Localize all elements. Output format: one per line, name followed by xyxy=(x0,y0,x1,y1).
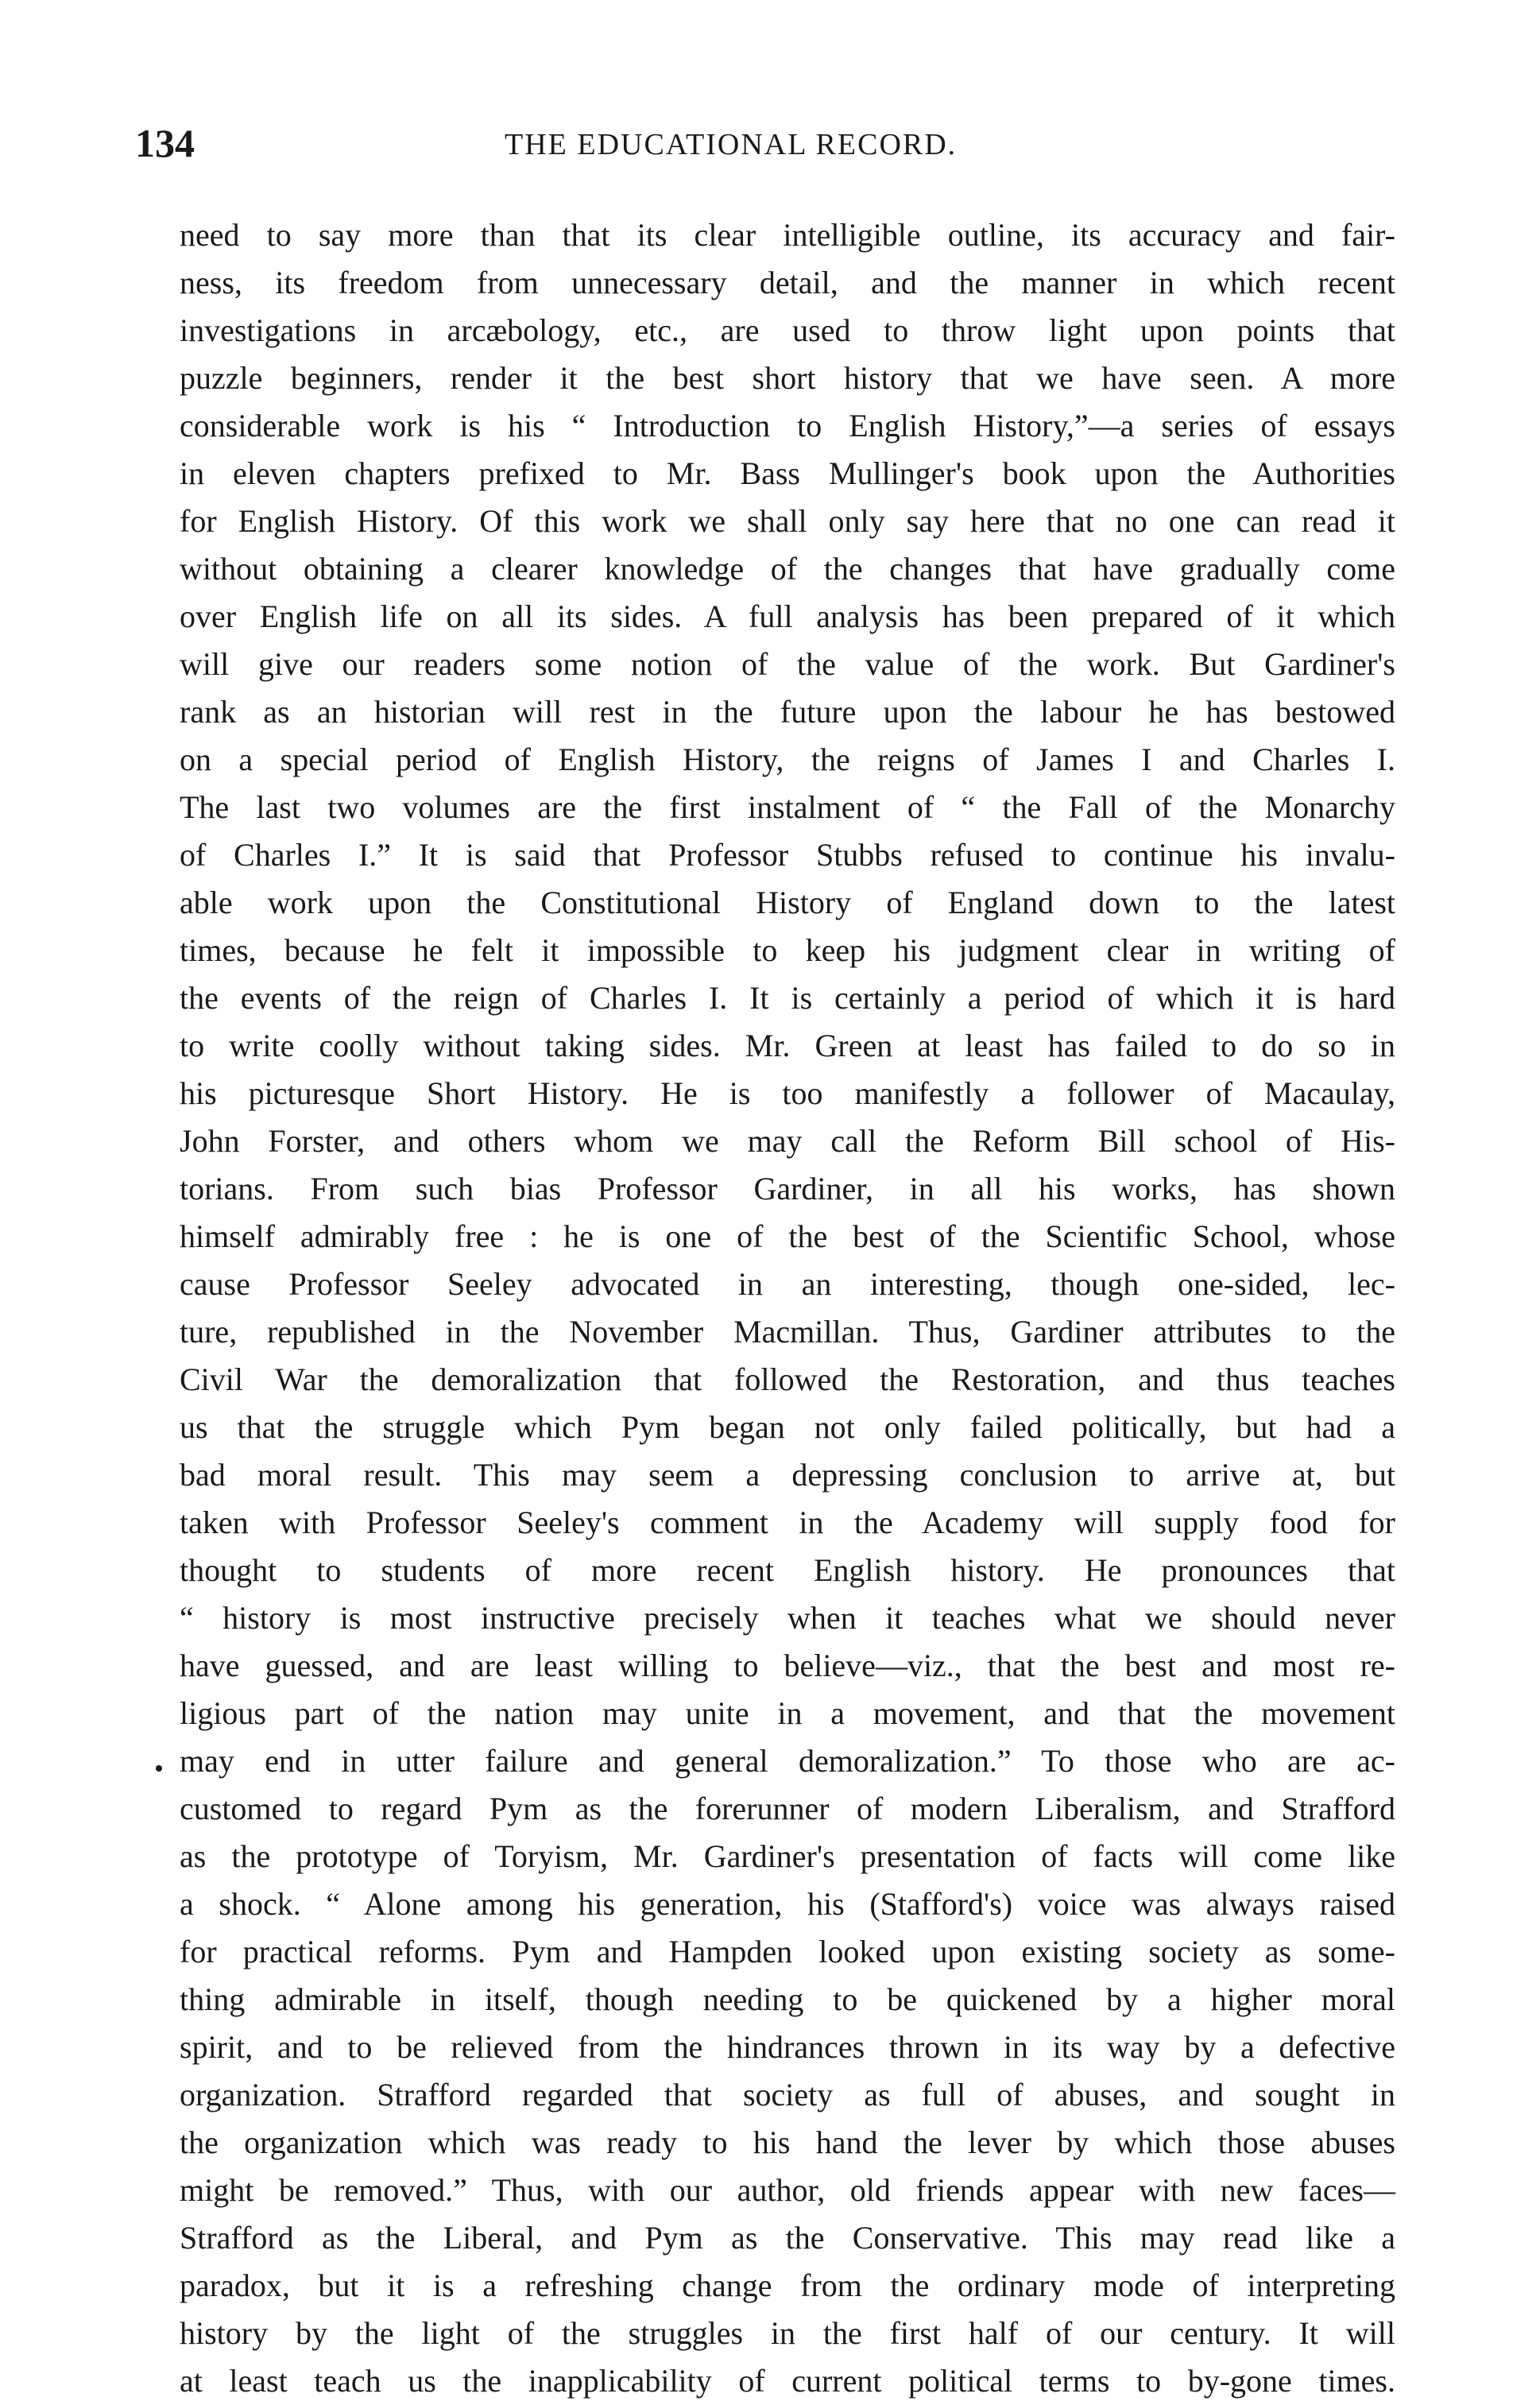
running-head: THE EDUCATIONAL RECORD. xyxy=(505,128,958,161)
text-line: on a special period of English History, the reigns of James I and Charles I. xyxy=(180,742,1395,777)
text-line: ligious part of the nation may unite in a movement, and that the movement xyxy=(180,1695,1395,1731)
text-line: have guessed, and are least willing to believe—viz., that the best and most re- xyxy=(180,1648,1395,1683)
text-line: thing admirable in itself, though needing to be quickened by a higher moral xyxy=(180,1981,1395,2017)
text-line: his picturesque Short History. He is too manifestly a follower of Macaulay, xyxy=(180,1075,1395,1111)
text-line: bad moral result. This may seem a depressing conclusion to arrive at, but xyxy=(180,1457,1395,1493)
text-line: us that the struggle which Pym began not only failed politically, but had a xyxy=(180,1409,1395,1445)
text-line: Civil War the demoralization that followed the Restoration, and thus teaches xyxy=(180,1361,1395,1397)
text-line: John Forster, and others whom we may call the Reform Bill school of His- xyxy=(180,1123,1395,1159)
text-line: times, because he felt it impossible to keep his judgment clear in writing of xyxy=(180,932,1395,968)
text-line: Strafford as the Liberal, and Pym as the Conservative. This may read like a xyxy=(180,2220,1395,2256)
text-line: history by the light of the struggles in the first half of our century. It will xyxy=(180,2315,1395,2351)
text-line: thought to students of more recent English history. He pronounces that xyxy=(180,1552,1395,1588)
text-line: over English life on all its sides. A full analysis has been prepared of it which xyxy=(180,598,1395,634)
text-line: “ history is most instructive precisely when it teaches what we should never xyxy=(180,1600,1395,1636)
text-line: puzzle beginners, render it the best short history that we have seen. A more xyxy=(180,360,1395,396)
text-line: without obtaining a clearer knowledge of the changes that have gradually come xyxy=(180,551,1395,587)
text-line: may end in utter failure and general demoralization.” To those who are ac- xyxy=(180,1743,1395,1779)
text-line: might be removed.” Thus, with our author, old friends appear with new faces— xyxy=(180,2172,1395,2208)
text-line: to write coolly without taking sides. Mr. Green at least has failed to do so in xyxy=(180,1028,1395,1063)
text-line: considerable work is his “ Introduction to English History,”—a series of essays xyxy=(180,408,1395,443)
page-number: 134 xyxy=(135,121,195,165)
text-line: The last two volumes are the first instalment of “ the Fall of the Monarchy xyxy=(180,789,1395,825)
text-line: in eleven chapters prefixed to Mr. Bass Mullinger's book upon the Authorities xyxy=(180,455,1395,491)
text-line: rank as an historian will rest in the future upon the labour he has bestowed xyxy=(180,694,1395,730)
text-line: a shock. “ Alone among his generation, his (Stafford's) voice was always raised xyxy=(180,1886,1395,1922)
text-line: need to say more than that its clear intelligible outline, its accuracy and fair- xyxy=(180,217,1395,253)
text-line: of Charles I.” It is said that Professor Stubbs refused to continue his invalu- xyxy=(180,837,1395,873)
text-line: investigations in arcæbology, etc., are used to throw light upon points that xyxy=(180,312,1395,348)
page-header xyxy=(135,119,1407,167)
text-line: for practical reforms. Pym and Hampden looked upon existing society as some- xyxy=(180,1934,1395,1969)
text-line: spirit, and to be relieved from the hindrances thrown in its way by a defective xyxy=(180,2029,1395,2065)
text-line: ness, its freedom from unnecessary detail, and the manner in which recent xyxy=(180,265,1395,300)
text-line: for English History. Of this work we shall only say here that no one can read it xyxy=(180,503,1395,539)
text-line: himself admirably free : he is one of the best of the Scientific School, whose xyxy=(180,1218,1395,1254)
text-line: will give our readers some notion of the value of the work. But Gardiner's xyxy=(180,646,1395,682)
text-line: paradox, but it is a refreshing change from the ordinary mode of interpreting xyxy=(180,2268,1395,2303)
text-line: the organization which was ready to his hand the lever by which those abuses xyxy=(180,2124,1395,2160)
text-line: able work upon the Constitutional History of England down to the latest xyxy=(180,885,1395,920)
marginal-mark xyxy=(156,1765,162,1772)
text-line: as the prototype of Toryism, Mr. Gardiner's presentation of facts will come like xyxy=(180,1838,1395,1874)
text-line: cause Professor Seeley advocated in an interesting, though one-sided, lec- xyxy=(180,1266,1395,1302)
text-line: at least teach us the inapplicability of current political terms to by-gone times. xyxy=(180,2363,1395,2399)
text-line: organization. Strafford regarded that society as full of abuses, and sought in xyxy=(180,2077,1395,2113)
text-line: torians. From such bias Professor Gardiner, in all his works, has shown xyxy=(180,1171,1395,1206)
text-line: ture, republished in the November Macmillan. Thus, Gardiner attributes to the xyxy=(180,1314,1395,1350)
text-line: the events of the reign of Charles I. It is certainly a period of which it is hard xyxy=(180,980,1395,1016)
body-text xyxy=(180,211,1395,2405)
text-line: customed to regard Pym as the forerunner of modern Liberalism, and Strafford xyxy=(180,1791,1395,1826)
text-line: taken with Professor Seeley's comment in the Academy will supply food for xyxy=(180,1505,1395,1540)
